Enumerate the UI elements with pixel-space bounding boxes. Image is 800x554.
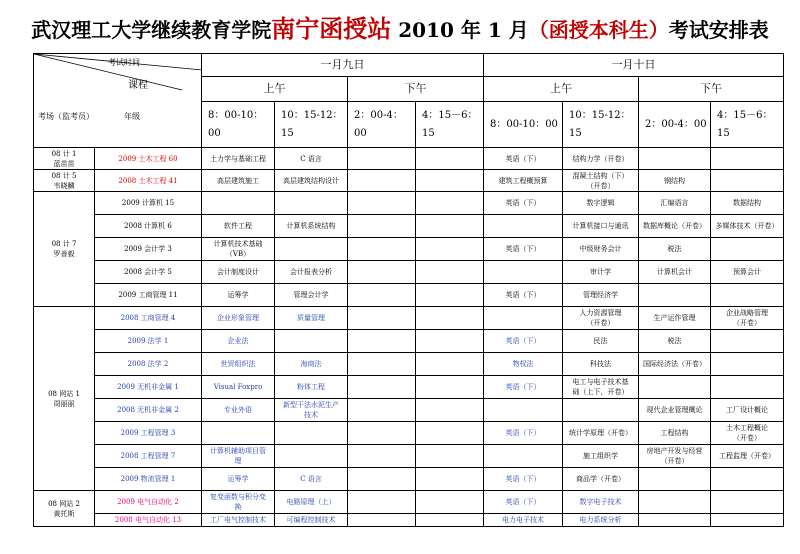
course-cell bbox=[711, 238, 784, 261]
exam-room-cell: 08 计 7 罗善毅 bbox=[34, 192, 95, 307]
course-cell bbox=[711, 353, 784, 376]
course-cell: 企业战略管理 （开卷） bbox=[711, 307, 784, 330]
grade-cell: 2009 电气自动化 2 bbox=[95, 491, 202, 514]
course-cell bbox=[416, 491, 484, 514]
course-cell: 会计报表分析 bbox=[275, 261, 348, 284]
course-cell: 运筹学 bbox=[202, 284, 275, 307]
course-cell: 软件工程 bbox=[202, 215, 275, 238]
course-cell: 汇编语言 bbox=[639, 192, 711, 215]
course-cell bbox=[416, 192, 484, 215]
table-row bbox=[34, 238, 784, 261]
day1-header: 一月九日 bbox=[202, 54, 484, 77]
course-cell: 中级财务会计 bbox=[563, 238, 639, 261]
course-cell bbox=[484, 307, 563, 330]
course-cell: 多媒体技术（开卷） bbox=[711, 215, 784, 238]
course-cell: 钢结构 bbox=[639, 170, 711, 192]
course-cell: 英语（下） bbox=[484, 376, 563, 399]
table-row bbox=[34, 468, 784, 491]
day1-pm-header: 下午 bbox=[348, 77, 484, 102]
course-cell: 计算机系统结构 bbox=[275, 215, 348, 238]
course-cell: 运筹学 bbox=[202, 468, 275, 491]
table-row bbox=[34, 192, 784, 215]
course-cell bbox=[275, 192, 348, 215]
course-cell: 工程监理（开卷） bbox=[711, 445, 784, 468]
course-cell: 质量管理 bbox=[275, 307, 348, 330]
course-cell: 施工组织学 bbox=[563, 445, 639, 468]
course-cell: 英语（下） bbox=[484, 491, 563, 514]
course-cell bbox=[348, 353, 416, 376]
course-cell: 商品学（开卷） bbox=[563, 468, 639, 491]
course-cell: 计算机接口与通讯 bbox=[563, 215, 639, 238]
course-cell: 物权法 bbox=[484, 353, 563, 376]
course-cell bbox=[416, 445, 484, 468]
page-title bbox=[0, 16, 800, 43]
course-cell: 审计学 bbox=[563, 261, 639, 284]
day1-slot1-header: 8：00-10：00 bbox=[202, 102, 275, 148]
course-cell: 专业外语 bbox=[202, 399, 275, 422]
course-cell bbox=[563, 399, 639, 422]
course-cell bbox=[711, 514, 784, 527]
course-cell: 工厂电气控制技术 bbox=[202, 514, 275, 527]
course-cell: 计算机技术基础 （VB） bbox=[202, 238, 275, 261]
day1-slot3-header: 2：00-4：00 bbox=[348, 102, 416, 148]
course-cell: 粉体工程 bbox=[275, 376, 348, 399]
course-cell: 数字电子技术 bbox=[563, 491, 639, 514]
course-cell bbox=[711, 491, 784, 514]
title-date: 2010 年 1 月 bbox=[391, 18, 529, 42]
course-cell: 企业形象管理 bbox=[202, 307, 275, 330]
course-cell bbox=[711, 376, 784, 399]
course-cell bbox=[484, 215, 563, 238]
course-cell bbox=[484, 399, 563, 422]
course-cell: 工厂设计概论 bbox=[711, 399, 784, 422]
course-cell bbox=[416, 376, 484, 399]
course-cell bbox=[416, 261, 484, 284]
day2-pm-header: 下午 bbox=[639, 77, 784, 102]
course-cell bbox=[639, 284, 711, 307]
course-cell: 统计学原理（开卷） bbox=[563, 422, 639, 445]
day2-am-header: 上午 bbox=[484, 77, 639, 102]
grade-cell: 2008 会计学 5 bbox=[95, 261, 202, 284]
course-cell: 复变函数与积分变 换 bbox=[202, 491, 275, 514]
course-cell bbox=[416, 422, 484, 445]
corner-time-label: 考试时间 bbox=[108, 58, 140, 67]
exam-room-cell: 08 网站 1 周丽丽 bbox=[34, 307, 95, 491]
day2-header: 一月十日 bbox=[484, 54, 784, 77]
course-cell: 人力资源管理 （开卷） bbox=[563, 307, 639, 330]
course-cell bbox=[416, 170, 484, 192]
title-station: 南宁函授站 bbox=[271, 14, 392, 43]
course-cell: 土木工程概论 （开卷） bbox=[711, 422, 784, 445]
day2-slot1-header: 8：00-10：00 bbox=[484, 102, 563, 148]
day1-slot4-header: 4：15－6：15 bbox=[416, 102, 484, 148]
grade-cell: 2008 工商管理 4 bbox=[95, 307, 202, 330]
course-cell: 英语（下） bbox=[484, 284, 563, 307]
course-cell: 结构力学（开卷） bbox=[563, 148, 639, 170]
course-cell bbox=[416, 215, 484, 238]
corner-diagonal-lines bbox=[34, 54, 202, 148]
course-cell bbox=[416, 307, 484, 330]
course-cell: 税法 bbox=[639, 238, 711, 261]
course-cell: 电工与电子技术基 础（上下，开卷） bbox=[563, 376, 639, 399]
table-row bbox=[34, 491, 784, 514]
course-cell: 英语（下） bbox=[484, 468, 563, 491]
course-cell: 计算机辅助项目管 理 bbox=[202, 445, 275, 468]
course-cell: 现代企业管理概论 bbox=[639, 399, 711, 422]
table-row bbox=[34, 376, 784, 399]
exam-room-cell: 08 计 5 韦晓麟 bbox=[34, 170, 95, 192]
course-cell bbox=[275, 330, 348, 353]
course-cell bbox=[639, 468, 711, 491]
course-cell: 英语（下） bbox=[484, 330, 563, 353]
course-cell bbox=[348, 261, 416, 284]
course-cell bbox=[348, 376, 416, 399]
course-cell: 高层建筑施工 bbox=[202, 170, 275, 192]
course-cell bbox=[639, 376, 711, 399]
course-cell: 数字逻辑 bbox=[563, 192, 639, 215]
course-cell bbox=[348, 215, 416, 238]
course-cell: 生产运作管理 bbox=[639, 307, 711, 330]
table-row bbox=[34, 514, 784, 527]
course-cell: 预算会计 bbox=[711, 261, 784, 284]
course-cell: 电力电子技术 bbox=[484, 514, 563, 527]
course-cell: 建筑工程概预算 bbox=[484, 170, 563, 192]
course-cell bbox=[348, 170, 416, 192]
course-cell bbox=[711, 330, 784, 353]
course-cell bbox=[348, 514, 416, 527]
grade-cell: 2009 工程管理 3 bbox=[95, 422, 202, 445]
course-cell: C 语言 bbox=[275, 468, 348, 491]
course-cell bbox=[348, 238, 416, 261]
grade-cell: 2008 工程管理 7 bbox=[95, 445, 202, 468]
title-student-type: （函授本科生） bbox=[528, 18, 669, 42]
table-row bbox=[34, 148, 784, 170]
grade-cell: 2009 工商管理 11 bbox=[95, 284, 202, 307]
table-row bbox=[34, 284, 784, 307]
grade-cell: 2008 无机非金属 2 bbox=[95, 399, 202, 422]
course-cell bbox=[639, 491, 711, 514]
course-cell: 电力系统分析 bbox=[563, 514, 639, 527]
course-cell bbox=[202, 192, 275, 215]
course-cell bbox=[348, 330, 416, 353]
course-cell bbox=[711, 148, 784, 170]
course-cell bbox=[275, 445, 348, 468]
course-cell: 税法 bbox=[639, 330, 711, 353]
table-row bbox=[34, 170, 784, 192]
course-cell bbox=[639, 514, 711, 527]
course-cell: 数据库概论（开卷） bbox=[639, 215, 711, 238]
course-cell bbox=[711, 170, 784, 192]
course-cell: 房地产开发与经营 （开卷） bbox=[639, 445, 711, 468]
course-cell bbox=[416, 353, 484, 376]
course-cell: 电路原理（上） bbox=[275, 491, 348, 514]
course-cell: 数据结构 bbox=[711, 192, 784, 215]
course-cell bbox=[348, 468, 416, 491]
course-cell: 混凝土结构（下） （开卷） bbox=[563, 170, 639, 192]
course-cell: 管理会计学 bbox=[275, 284, 348, 307]
exam-schedule-table bbox=[33, 53, 784, 527]
course-cell: 会计制度设计 bbox=[202, 261, 275, 284]
corner-course-label: 课程 bbox=[128, 80, 148, 91]
course-cell bbox=[416, 399, 484, 422]
course-cell: 英语（下） bbox=[484, 192, 563, 215]
course-cell bbox=[275, 422, 348, 445]
table-row bbox=[34, 330, 784, 353]
course-cell bbox=[416, 330, 484, 353]
course-cell bbox=[275, 238, 348, 261]
course-cell: 计算机会计 bbox=[639, 261, 711, 284]
grade-cell: 2009 无机非金属 1 bbox=[95, 376, 202, 399]
course-cell bbox=[348, 284, 416, 307]
day1-slot2-header: 10：15-12：15 bbox=[275, 102, 348, 148]
grade-cell: 2009 会计学 3 bbox=[95, 238, 202, 261]
grade-cell: 2009 计算机 15 bbox=[95, 192, 202, 215]
title-school: 武汉理工大学继续教育学院 bbox=[31, 18, 272, 42]
course-cell bbox=[348, 445, 416, 468]
course-cell: 英语（下） bbox=[484, 148, 563, 170]
course-cell: 国际经济法（开卷） bbox=[639, 353, 711, 376]
table-row bbox=[34, 445, 784, 468]
course-cell bbox=[348, 192, 416, 215]
course-cell bbox=[484, 445, 563, 468]
table-row bbox=[34, 215, 784, 238]
course-cell bbox=[348, 422, 416, 445]
grade-cell: 2008 电气自动化 13 bbox=[95, 514, 202, 527]
course-cell bbox=[348, 399, 416, 422]
table-row bbox=[34, 307, 784, 330]
course-cell: 英语（下） bbox=[484, 238, 563, 261]
table-row bbox=[34, 353, 784, 376]
table-row bbox=[34, 399, 784, 422]
course-cell bbox=[348, 148, 416, 170]
corner-grade-label: 年级 bbox=[124, 112, 140, 121]
table-row bbox=[34, 261, 784, 284]
course-cell: C 语言 bbox=[275, 148, 348, 170]
course-cell bbox=[416, 284, 484, 307]
corner-room-label: 考场（监考员） bbox=[38, 112, 94, 121]
course-cell: 世贸组织法 bbox=[202, 353, 275, 376]
grade-cell: 2008 法学 2 bbox=[95, 353, 202, 376]
course-cell: 工程结构 bbox=[639, 422, 711, 445]
grade-cell: 2008 土木工程 41 bbox=[95, 170, 202, 192]
course-cell bbox=[484, 261, 563, 284]
course-cell: 土力学与基础工程 bbox=[202, 148, 275, 170]
course-cell bbox=[416, 148, 484, 170]
course-cell bbox=[202, 422, 275, 445]
course-cell bbox=[639, 148, 711, 170]
day2-slot4-header: 4：15－6：15 bbox=[711, 102, 784, 148]
course-cell: 管理经济学 bbox=[563, 284, 639, 307]
course-cell: 企业法 bbox=[202, 330, 275, 353]
course-cell: 可编程控制技术 bbox=[275, 514, 348, 527]
course-cell: Visual Foxpro bbox=[202, 376, 275, 399]
course-cell bbox=[348, 307, 416, 330]
day2-slot3-header: 2：00-4：00 bbox=[639, 102, 711, 148]
course-cell: 海商法 bbox=[275, 353, 348, 376]
exam-room-cell: 08 网站 2 黄托斯 bbox=[34, 491, 95, 527]
course-cell bbox=[416, 238, 484, 261]
title-suffix: 考试安排表 bbox=[668, 18, 769, 42]
day1-am-header: 上午 bbox=[202, 77, 348, 102]
course-cell: 英语（下） bbox=[484, 422, 563, 445]
course-cell bbox=[711, 284, 784, 307]
day2-slot2-header: 10：15-12：15 bbox=[563, 102, 639, 148]
exam-room-cell: 08 计 1 蓝苗苗 bbox=[34, 148, 95, 170]
course-cell bbox=[711, 468, 784, 491]
course-cell: 高层建筑结构设计 bbox=[275, 170, 348, 192]
grade-cell: 2008 计算机 6 bbox=[95, 215, 202, 238]
header-corner bbox=[34, 54, 202, 148]
grade-cell: 2009 物流管理 1 bbox=[95, 468, 202, 491]
table-row bbox=[34, 422, 784, 445]
course-cell: 新型干法水泥生产 技术 bbox=[275, 399, 348, 422]
course-cell: 民法 bbox=[563, 330, 639, 353]
course-cell bbox=[348, 491, 416, 514]
grade-cell: 2009 法学 1 bbox=[95, 330, 202, 353]
course-cell: 科技法 bbox=[563, 353, 639, 376]
course-cell bbox=[416, 514, 484, 527]
grade-cell: 2009 土木工程 60 bbox=[95, 148, 202, 170]
course-cell bbox=[416, 468, 484, 491]
